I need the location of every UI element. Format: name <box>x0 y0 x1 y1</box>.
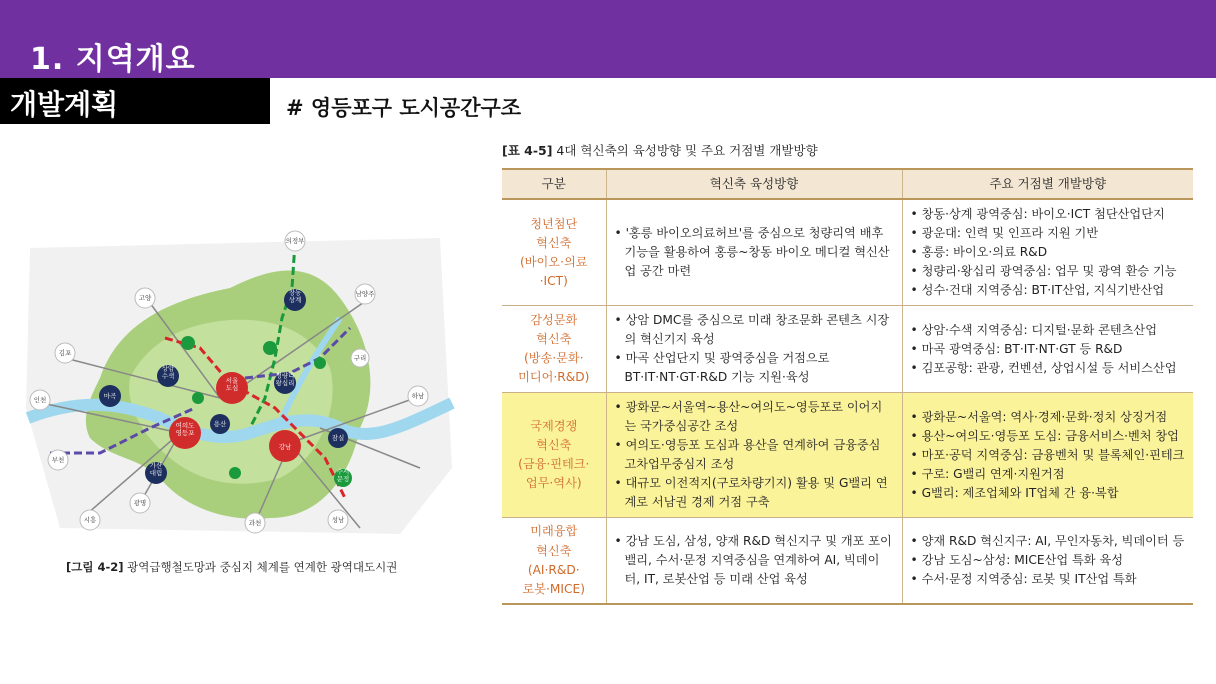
label-suseo: 수서 문정 <box>336 467 350 483</box>
category-line: 혁신축 <box>536 235 572 250</box>
hub-item: • 용산~여의도·영등포 도심: 금융서비스·벤처 창업 <box>911 427 1186 446</box>
node-small-1 <box>181 336 195 350</box>
hub-item: • 상암·수색 지역중심: 디지털·문화 콘텐츠산업 <box>911 321 1186 340</box>
row-category <box>502 199 606 306</box>
direction-item: • 상암 DMC를 중심으로 미래 창조문화 콘텐츠 시장의 혁신기지 육성 <box>615 311 894 349</box>
label-jamsil: 잠실 <box>331 434 345 442</box>
section-label: 개발계획 <box>10 88 119 121</box>
row-category <box>502 393 606 518</box>
direction-item: • 강남 도심, 삼성, 양재 R&D 혁신지구 및 개포 포이밸리, 수서·문정 지역중심을 연계하여 AI, 빅데이터, IT, 로봇산업 등 미래 산업 육성 <box>615 532 894 589</box>
category-line: 혁신축 <box>536 438 572 453</box>
hub-item: • 광화문~서울역: 역사·경제·문화·정치 상징거점 <box>911 408 1186 427</box>
row-category <box>502 518 606 604</box>
hub-item: • 김포공항: 관광, 컨벤션, 상업시설 등 서비스산업 <box>911 359 1186 378</box>
hub-item: • 강남 도심~삼성: MICE산업 특화 육성 <box>911 551 1186 570</box>
page-title: 1. 지역개요 <box>30 42 196 77</box>
category-line: 혁신축 <box>536 332 572 347</box>
innovation-axis-table <box>502 168 1193 605</box>
row-direction <box>606 393 902 518</box>
category-line: 미디어·R&D) <box>518 370 590 385</box>
category-line: 국제경쟁 <box>530 419 578 434</box>
label-hanam: 하남 <box>411 392 425 400</box>
category-line: 감성문화 <box>530 313 578 328</box>
label-siheung: 시흥 <box>83 516 97 524</box>
direction-item: • 마곡 산업단지 및 광역중심을 거점으로 BT·IT·NT·GT·R&D 기능 지원·육성 <box>615 349 894 387</box>
table-row <box>502 199 1193 306</box>
table-header-row <box>502 169 1193 199</box>
row-hubs <box>902 518 1193 604</box>
category-line: (금융·핀테크· <box>518 457 590 472</box>
hub-item: • 홍릉: 바이오·의료 R&D <box>911 243 1186 262</box>
row-hubs <box>902 393 1193 518</box>
hub-item: • 광운대: 인력 및 인프라 지원 기반 <box>911 224 1186 243</box>
hub-item: • 마포·공덕 지역중심: 금융벤처 및 블록체인·핀테크 <box>911 446 1186 465</box>
label-yeouido: 여의도 영등포 <box>175 421 195 437</box>
label-namyangju: 남양주 <box>355 290 375 298</box>
figure-caption-text: 광역급행철도망과 중심지 체계를 연계한 광역대도시권 <box>127 560 398 574</box>
label-seongnam: 성남 <box>331 516 345 524</box>
direction-item: • 대규모 이전적지(구로차량기지) 활용 및 G밸리 연계로 서남권 경제 거점 구축 <box>615 474 894 512</box>
category-line: 미래융합 <box>530 524 578 539</box>
label-guri: 구리 <box>353 354 367 362</box>
table-caption-text: 4대 혁신축의 육성방향 및 주요 거점별 개발방향 <box>556 143 818 158</box>
node-small-4 <box>192 392 204 404</box>
node-small-3 <box>314 357 326 369</box>
node-small-5 <box>229 467 241 479</box>
label-wangsimni: 청량리 왕십리 <box>275 371 295 387</box>
row-hubs <box>902 199 1193 306</box>
label-gwacheon: 과천 <box>248 519 262 527</box>
label-gangnam: 강남 <box>278 443 292 451</box>
row-direction <box>606 199 902 306</box>
label-sangam: 상암 수색 <box>161 364 175 380</box>
category-line: (방송·문화· <box>523 351 584 366</box>
category-line: ·ICT) <box>539 273 568 288</box>
figure-caption <box>66 559 397 575</box>
table-row <box>502 306 1193 393</box>
category-line: (AI·R&D· <box>527 562 580 577</box>
hub-item: • 성수·건대 지역중심: BT·IT산업, 지식기반산업 <box>911 281 1186 300</box>
node-small-2 <box>263 341 277 355</box>
label-gimpo: 김포 <box>58 349 72 357</box>
category-line: 로봇·MICE) <box>522 581 585 596</box>
label-mapo: 마곡 <box>103 392 117 400</box>
page-subtitle: # 영등포구 도시공간구조 <box>286 96 522 120</box>
hub-item: • G밸리: 제조업체와 IT업체 간 융·복합 <box>911 484 1186 503</box>
hub-item: • 청량리·왕십리 광역중심: 업무 및 광역 환승 기능 <box>911 262 1186 281</box>
label-incheon: 인천 <box>33 396 47 404</box>
row-direction <box>606 518 902 604</box>
metro-map-figure <box>20 228 460 544</box>
hub-item: • 창동·상계 광역중심: 바이오·ICT 첨단산업단지 <box>911 205 1186 224</box>
header-direction: 혁신축 육성방향 <box>606 169 902 199</box>
header-category: 구분 <box>502 169 606 199</box>
table-caption <box>502 141 818 159</box>
category-line: 혁신축 <box>536 543 572 558</box>
label-yongsan: 용산 <box>213 420 227 428</box>
label-changdong: 창동 상계 <box>288 288 302 304</box>
hub-item: • 구로: G밸리 연계·지원거점 <box>911 465 1186 484</box>
label-seoul: 서울 도심 <box>225 376 239 392</box>
label-bucheon: 부천 <box>51 456 65 464</box>
category-line: 청년첨단 <box>530 216 578 231</box>
table-row <box>502 518 1193 604</box>
direction-item: • '홍릉 바이오의료허브'를 중심으로 청량리역 배후기능을 활용하여 홍릉~창동 바이오 메디컬 혁신산업 공간 마련 <box>615 224 894 281</box>
category-line: (바이오·의료 <box>520 254 588 269</box>
label-uijeongbu: 의정부 <box>285 237 305 245</box>
hub-item: • 마곡 광역중심: BT·IT·NT·GT 등 R&D <box>911 340 1186 359</box>
hub-item: • 수서·문정 지역중심: 로봇 및 IT산업 특화 <box>911 570 1186 589</box>
section-tag <box>0 78 270 124</box>
label-goyang: 고양 <box>138 294 152 302</box>
figure-caption-prefix: [그림 4-2] <box>66 560 124 574</box>
table-caption-prefix: [표 4-5] <box>502 143 553 158</box>
category-line: 업무·역사) <box>525 476 582 491</box>
direction-item: • 여의도·영등포 도심과 용산을 연계하여 금융중심 고차업무중심지 조성 <box>615 436 894 474</box>
header-bar <box>0 0 1216 78</box>
metro-map <box>20 228 460 544</box>
direction-item: • 광화문~서울역~용산~여의도~영등포로 이어지는 국가중심공간 조성 <box>615 398 894 436</box>
row-category <box>502 306 606 393</box>
header-hubs: 주요 거점별 개발방향 <box>902 169 1193 199</box>
hub-item: • 양재 R&D 혁신지구: AI, 무인자동차, 빅데이터 등 <box>911 532 1186 551</box>
label-gasan: 가산 대림 <box>149 461 163 477</box>
row-hubs <box>902 306 1193 393</box>
table-row-highlighted <box>502 393 1193 518</box>
label-gwangmyeong: 광명 <box>133 499 147 507</box>
row-direction <box>606 306 902 393</box>
